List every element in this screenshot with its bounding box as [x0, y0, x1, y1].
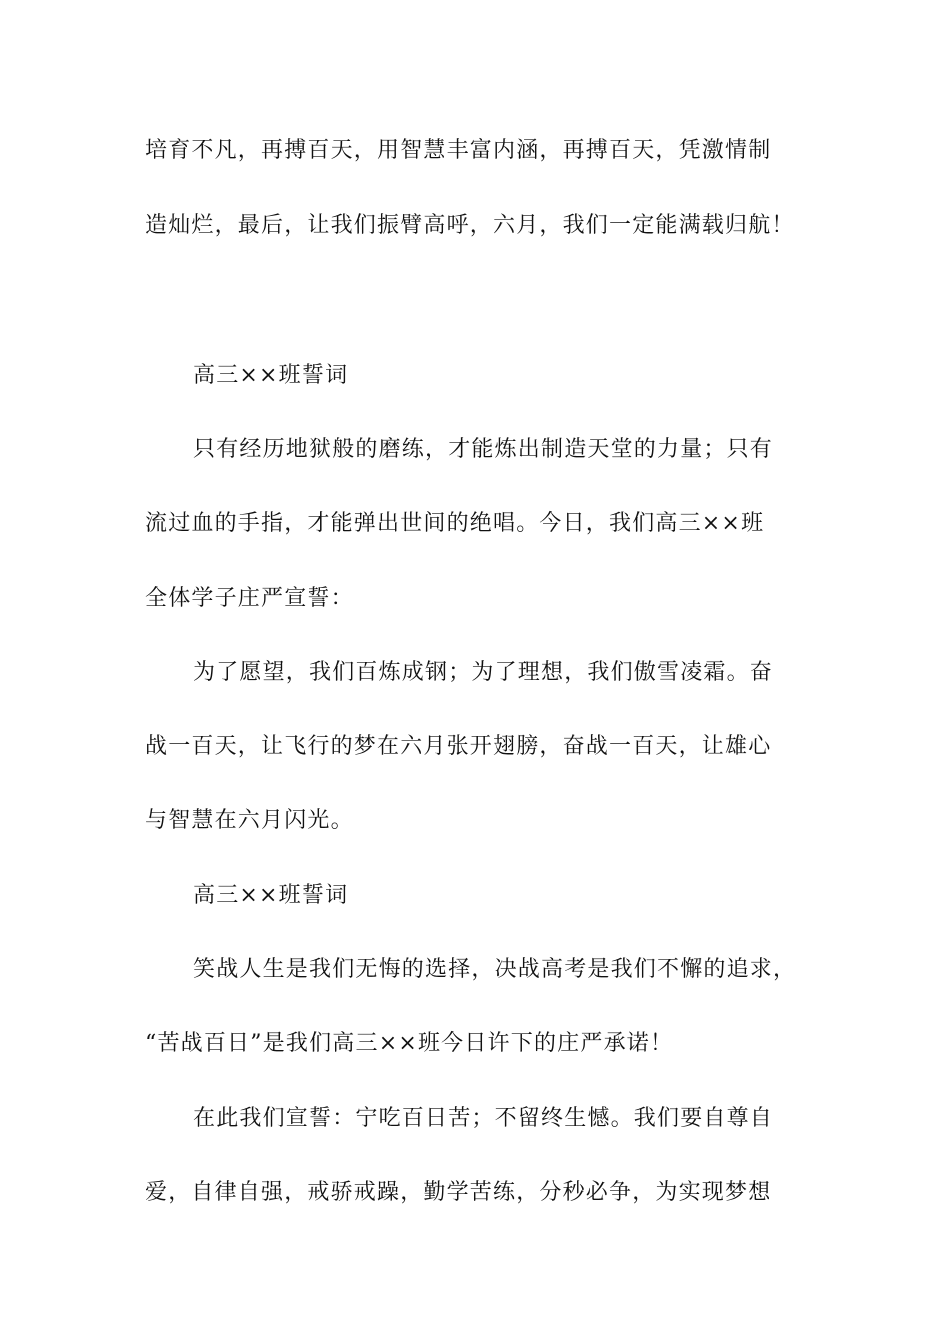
paragraph-line: “苦战百日”是我们高三××班今日许下的庄严承诺！ [145, 1031, 674, 1056]
paragraph-line: 全体学子庄严宣誓： [145, 586, 354, 611]
paragraph-line: 笑战人生是我们无悔的选择，决战高考是我们不懈的追求， [193, 957, 797, 982]
section-heading: 高三××班誓词 [193, 363, 349, 388]
paragraph-line: 与智慧在六月闪光。 [145, 808, 354, 833]
paragraph-line: 流过血的手指，才能弹出世间的绝唱。今日，我们高三××班 [145, 511, 765, 536]
paragraph-line: 在此我们宣誓：宁吃百日苦；不留终生憾。我们要自尊自 [193, 1106, 774, 1131]
paragraph-line: 培育不凡，再搏百天，用智慧丰富内涵，再搏百天，凭激情制 [145, 138, 772, 163]
paragraph-line: 爱，自律自强，戒骄戒躁，勤学苦练，分秒必争，为实现梦想 [145, 1180, 772, 1205]
paragraph-line: 只有经历地狱般的磨练，才能炼出制造天堂的力量；只有 [193, 437, 774, 462]
paragraph-line: 造灿烂，最后，让我们振臂高呼，六月，我们一定能满载归航！ [145, 213, 795, 238]
paragraph-line: 为了愿望，我们百炼成钢；为了理想，我们傲雪凌霜。奋 [193, 660, 774, 685]
section-heading: 高三××班誓词 [193, 883, 349, 908]
paragraph-line: 战一百天，让飞行的梦在六月张开翅膀，奋战一百天，让雄心 [145, 734, 772, 759]
